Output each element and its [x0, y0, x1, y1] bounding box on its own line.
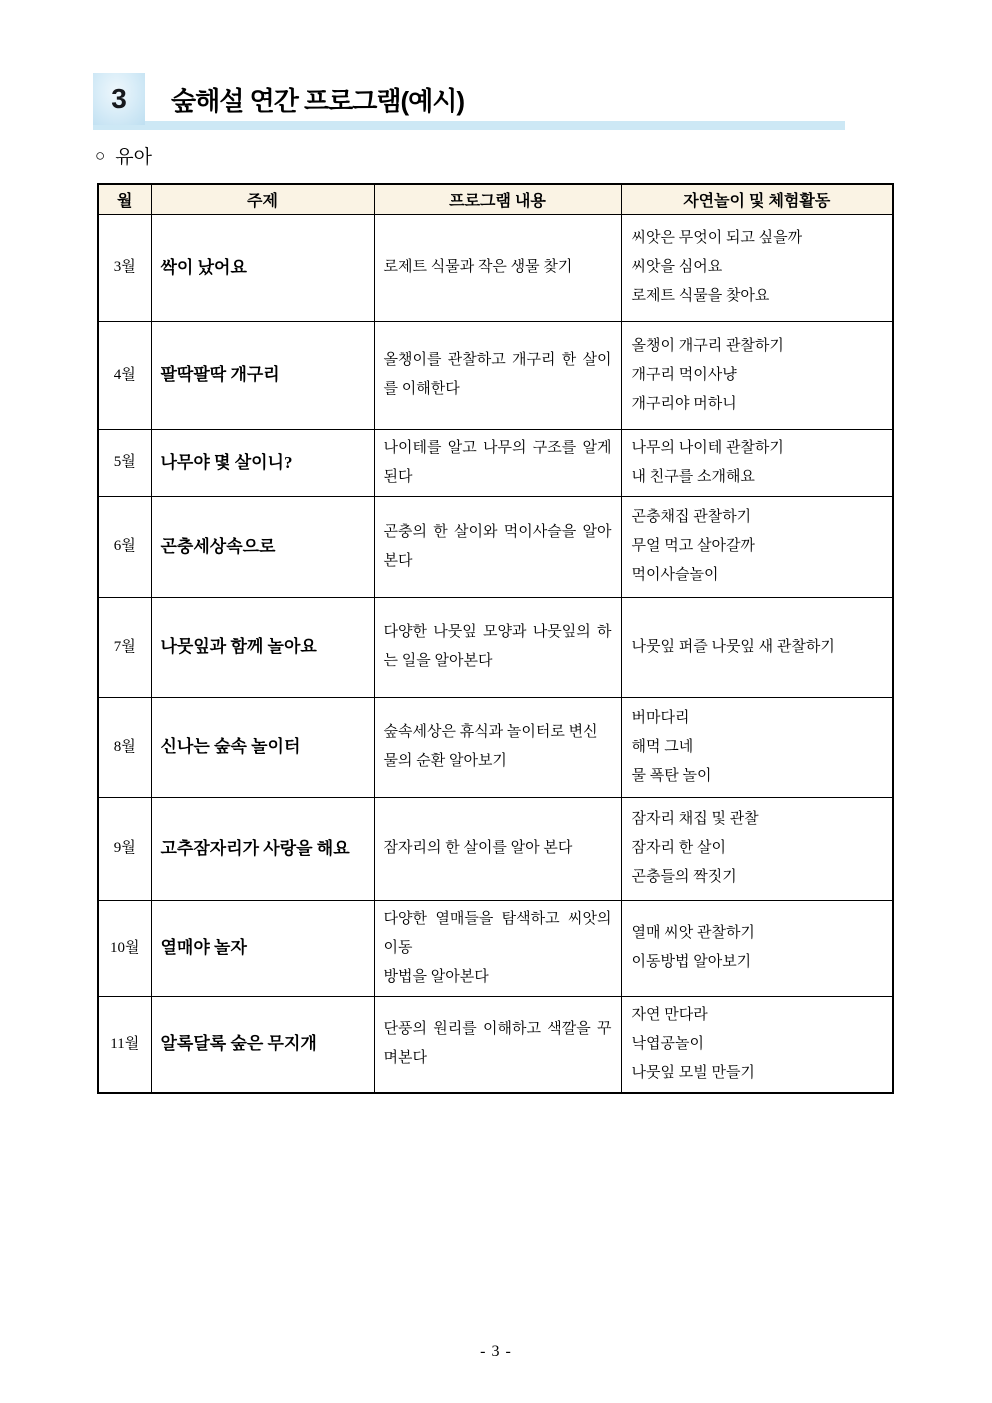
activity-item: 개구리야 머하니: [631, 395, 737, 412]
activity-item: 씨앗을 심어요: [631, 259, 723, 275]
month-cell: 10월: [98, 900, 151, 996]
activity-item: 해먹 그네: [631, 738, 694, 755]
topic-cell: 고추잠자리가 사랑을 해요: [151, 797, 374, 900]
page-number: - 3 -: [480, 1343, 512, 1360]
table-row: [98, 900, 893, 996]
month-cell: 3월: [98, 214, 151, 321]
program-table: [97, 183, 894, 1094]
activities-cell: [621, 697, 893, 797]
content-paragraph: 물의 순환 알아보기: [383, 753, 507, 769]
content-cell: [374, 214, 621, 321]
page-title: 숲해설 연간 프로그램(예시): [171, 85, 465, 116]
section-label-text: 유아: [115, 147, 152, 168]
activity-item: 올챙이 개구리 관찰하기: [631, 337, 784, 354]
activity-item: 자연 만다라: [631, 1006, 708, 1023]
column-header-month: 월: [98, 184, 151, 214]
content-paragraph: 올챙이를 관찰하고 개구리 한 살이를 이해한다: [383, 352, 612, 397]
content-cell: [374, 797, 621, 900]
activities-cell: [621, 214, 893, 321]
table-row: [98, 321, 893, 429]
activity-item: 곤충채집 관찰하기: [631, 509, 752, 525]
month-cell: 8월: [98, 697, 151, 797]
table-row: [98, 429, 893, 496]
activity-item: 열매 씨앗 관찰하기: [631, 925, 755, 941]
activities-cell: [621, 597, 893, 697]
content-paragraph: 방법을 알아본다: [383, 968, 489, 985]
table-header-row: [98, 184, 893, 214]
content-cell: [374, 321, 621, 429]
activity-item: 낙엽공놀이: [631, 1035, 704, 1052]
activity-item: 나뭇잎 퍼즐 나뭇잎 새 관찰하기: [631, 638, 835, 655]
circle-bullet-icon: ○: [95, 145, 106, 165]
topic-cell: 나무야 몇 살이니?: [151, 429, 374, 496]
table-row: [98, 496, 893, 597]
activity-item: 개구리 먹이사냥: [631, 366, 737, 383]
topic-cell: 신나는 숲속 놀이터: [151, 697, 374, 797]
table-row: [98, 214, 893, 321]
table-row: [98, 597, 893, 697]
section-label: [95, 142, 152, 169]
table-row: [98, 996, 893, 1093]
activity-item: 내 친구를 소개해요: [631, 468, 755, 485]
content-paragraph: 곤충의 한 살이와 먹이사슬을 알아본다: [383, 523, 612, 569]
topic-cell: 팔딱팔딱 개구리: [151, 321, 374, 429]
month-cell: 5월: [98, 429, 151, 496]
topic-cell: 곤충세상속으로: [151, 496, 374, 597]
topic-cell: 알록달록 숲은 무지개: [151, 996, 374, 1093]
month-cell: 4월: [98, 321, 151, 429]
activity-item: 이동방법 알아보기: [631, 954, 752, 970]
activity-item: 잠자리 한 살이: [631, 840, 726, 856]
activity-item: 곤충들의 짝짓기: [631, 869, 737, 885]
content-paragraph: 로제트 식물과 작은 생물 찾기: [383, 259, 573, 275]
content-cell: [374, 597, 621, 697]
month-cell: 7월: [98, 597, 151, 697]
activities-cell: [621, 900, 893, 996]
month-cell: 9월: [98, 797, 151, 900]
activity-item: 나뭇잎 모빌 만들기: [631, 1064, 755, 1081]
content-cell: [374, 697, 621, 797]
column-header-topic: 주제: [151, 184, 374, 214]
table-row: [98, 797, 893, 900]
activities-cell: [621, 996, 893, 1093]
topic-cell: 싹이 났어요: [151, 214, 374, 321]
content-paragraph: 단풍의 원리를 이해하고 색깔을 꾸며본다: [383, 1021, 612, 1066]
activity-item: 나무의 나이테 관찰하기: [631, 439, 784, 456]
activities-cell: [621, 429, 893, 496]
section-number-box: [93, 73, 145, 125]
content-paragraph: 나이테를 알고 나무의 구조를 알게 된다: [383, 439, 612, 485]
activities-cell: [621, 321, 893, 429]
activity-item: 로제트 식물을 찾아요: [631, 288, 770, 304]
section-number: 3: [111, 83, 127, 114]
month-cell: 6월: [98, 496, 151, 597]
activity-item: 잠자리 채집 및 관찰: [631, 811, 759, 827]
content-cell: [374, 429, 621, 496]
activity-item: 먹이사슬놀이: [631, 567, 719, 583]
content-paragraph: 다양한 열매들을 탐색하고 씨앗의 이동: [383, 910, 612, 956]
activity-item: 씨앗은 무엇이 되고 싶을까: [631, 230, 803, 246]
topic-cell: 나뭇잎과 함께 놀아요: [151, 597, 374, 697]
column-header-activities: 자연놀이 및 체험활동: [621, 184, 893, 214]
title-banner: [93, 73, 845, 130]
topic-cell: 열매야 놀자: [151, 900, 374, 996]
month-cell: 11월: [98, 996, 151, 1093]
content-cell: [374, 996, 621, 1093]
content-cell: [374, 900, 621, 996]
content-paragraph: 다양한 나뭇잎 모양과 나뭇잎의 하는 일을 알아본다: [383, 624, 612, 669]
activity-item: 물 폭탄 놀이: [631, 767, 712, 784]
content-cell: [374, 496, 621, 597]
content-paragraph: 잠자리의 한 살이를 알아 본다: [383, 840, 573, 856]
table-row: [98, 697, 893, 797]
activities-cell: [621, 496, 893, 597]
column-header-content: 프로그램 내용: [374, 184, 621, 214]
activity-item: 무얼 먹고 살아갈까: [631, 538, 755, 554]
activities-cell: [621, 797, 893, 900]
content-paragraph: 숲속세상은 휴식과 놀이터로 변신: [383, 724, 598, 740]
activity-item: 버마다리: [631, 709, 690, 726]
